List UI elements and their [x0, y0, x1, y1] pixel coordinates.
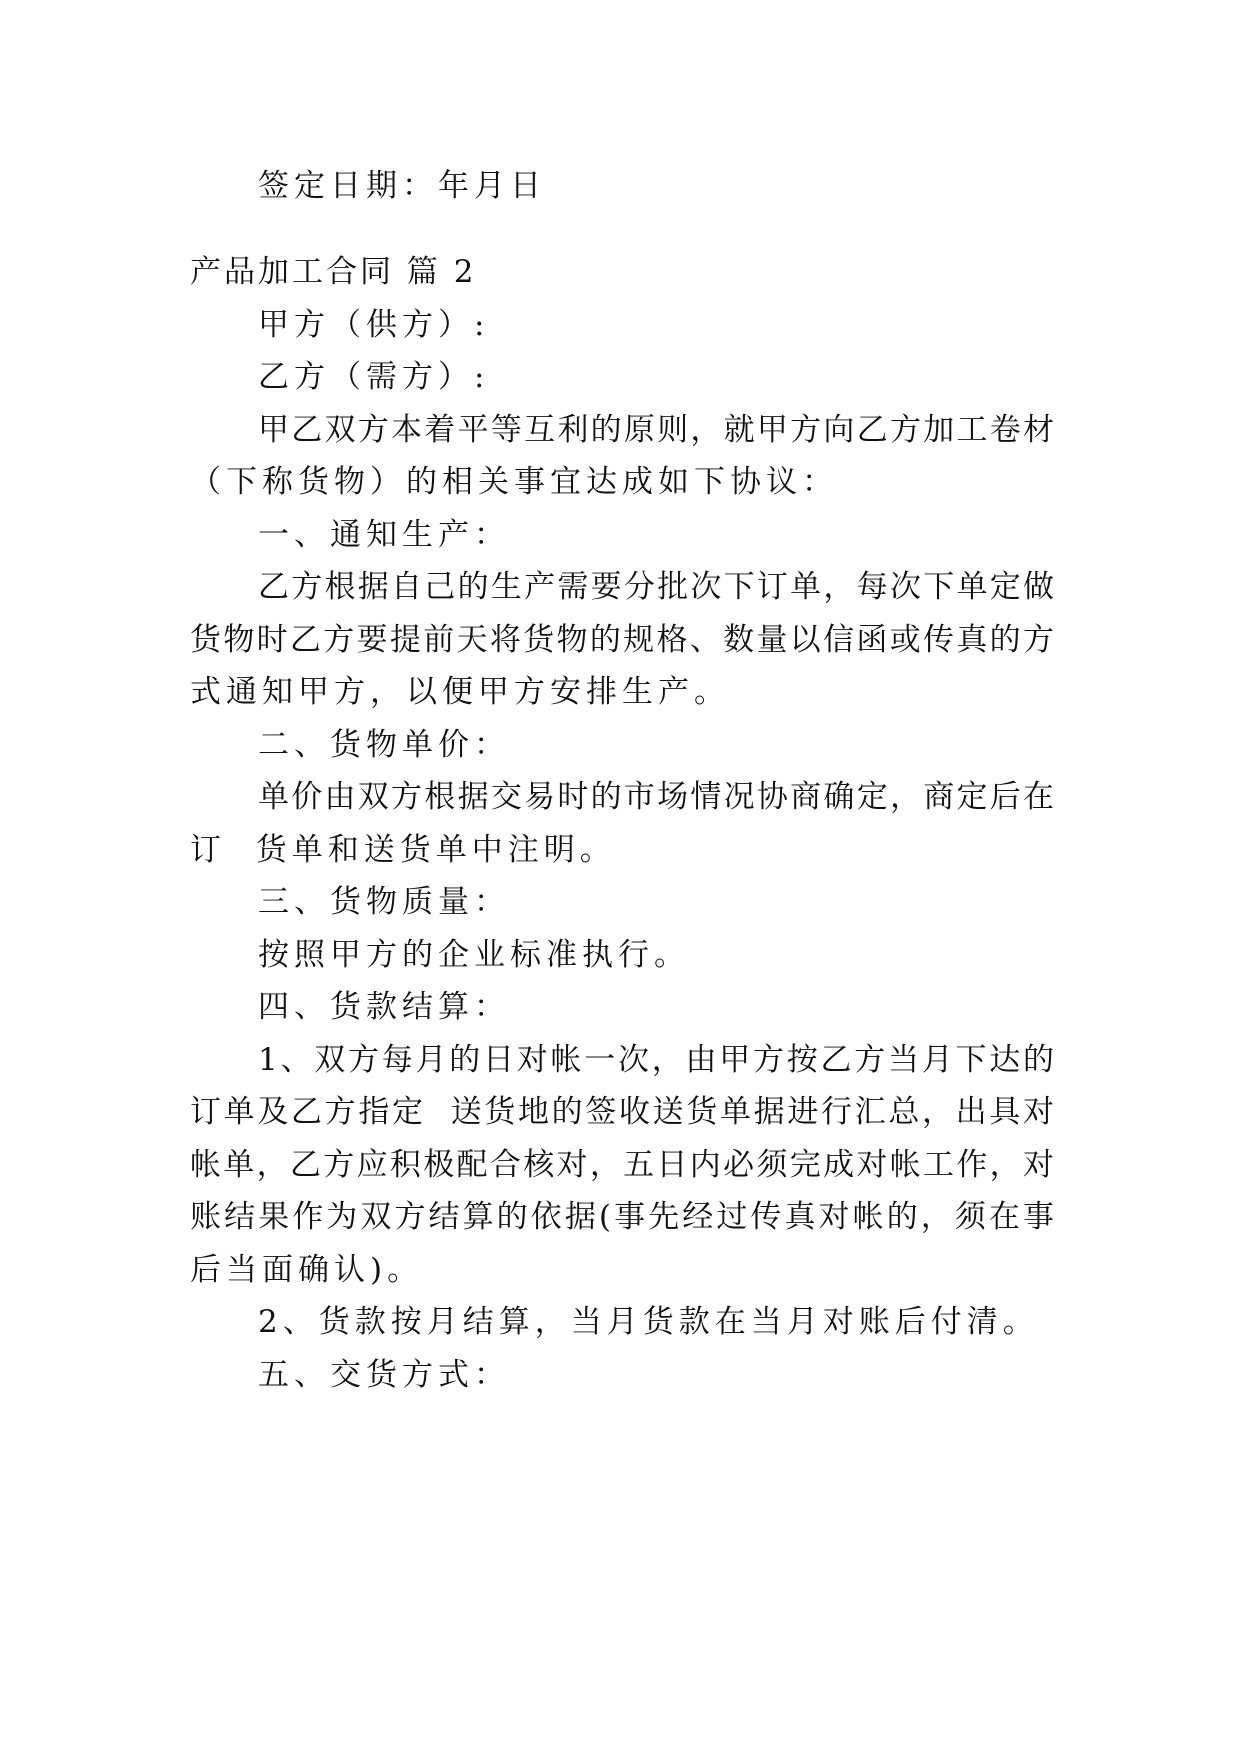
section-4-p2-line-1: 2、货款按月结算，当月货款在当月对账后付清。 — [258, 1304, 1039, 1340]
contract-title: 产品加工合同 篇 2 — [190, 254, 477, 290]
section-4-p1-line-3: 帐单，乙方应积极配合核对，五日内必须完成对帐工作，对 — [190, 1147, 1056, 1183]
section-4-heading: 四、货款结算： — [258, 989, 510, 1025]
section-3-line-1: 按照甲方的企业标准执行。 — [258, 937, 690, 973]
section-5-heading: 五、交货方式： — [258, 1357, 510, 1393]
section-4-p1-line-1: 1、双方每月的日对帐一次，由甲方按乙方当月下达的 — [258, 1042, 1056, 1078]
section-2-line-1: 单价由双方根据交易时的市场情况协商确定，商定后在 — [258, 779, 1056, 815]
party-a-line: 甲方（供方）: — [258, 307, 490, 343]
section-2-heading: 二、货物单价： — [258, 727, 510, 763]
section-1-line-3: 式通知甲方，以便甲方安排生产。 — [190, 674, 730, 710]
section-3-heading: 三、货物质量： — [258, 884, 510, 920]
section-2-line-2: 订 货单和送货单中注明。 — [190, 832, 616, 868]
section-4-p1-line-2: 订单及乙方指定 送货地的签收送货单据进行汇总，出具对 — [190, 1094, 1056, 1130]
party-b-line: 乙方（需方）: — [258, 359, 490, 395]
section-1-line-1: 乙方根据自己的生产需要分批次下订单，每次下单定做 — [258, 569, 1056, 605]
section-4-p1-line-5: 后当面确认)。 — [190, 1252, 424, 1288]
sign-date: 签定日期：年月日 — [258, 168, 546, 204]
intro-line-2: （下称货物）的相关事宜达成如下协议： — [190, 464, 838, 500]
intro-line-1: 甲乙双方本着平等互利的原则，就甲方向乙方加工卷材 — [258, 412, 1056, 448]
section-1-line-2: 货物时乙方要提前天将货物的规格、数量以信函或传真的方 — [190, 622, 1056, 658]
section-4-p1-line-4: 账结果作为双方结算的依据(事先经过传真对帐的，须在事 — [190, 1199, 1056, 1235]
section-1-heading: 一、通知生产： — [258, 517, 510, 553]
